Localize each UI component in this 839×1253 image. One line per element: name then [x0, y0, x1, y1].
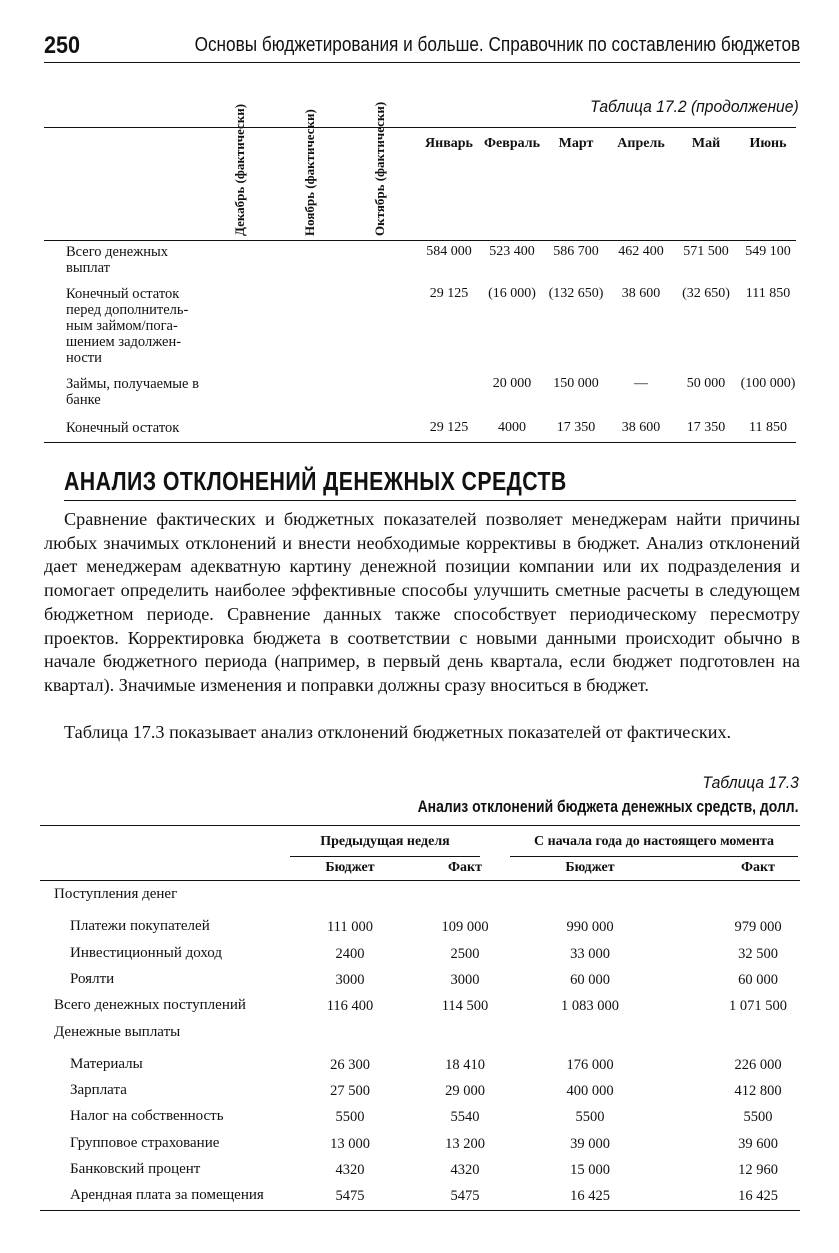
column-header-4: Факт	[741, 860, 775, 875]
page-number: 250	[44, 32, 81, 59]
group-header-rule	[510, 856, 798, 857]
running-header	[44, 28, 800, 63]
row-label: Арендная плата за помещения	[70, 1187, 264, 1204]
table-cell: 15 000	[570, 1162, 610, 1178]
table-17-2-caption: Таблица 17.2 (продолжение)	[590, 97, 799, 116]
table-cell: 226 000	[734, 1056, 782, 1073]
group-header-2: С начала года до настоящего момента	[533, 834, 775, 849]
table-cell: 18 410	[445, 1056, 485, 1073]
table-cell: 39 600	[738, 1135, 778, 1152]
table-cell: 571 500	[683, 244, 729, 259]
table-cell: (16 000)	[488, 286, 536, 301]
group-header-rule	[290, 856, 480, 857]
table-cell: 13 000	[330, 1135, 370, 1152]
table-17-3-title: Анализ отклонений бюджета денежных средств, долл.	[418, 797, 799, 816]
table-cell: 990 000	[566, 919, 614, 936]
rotated-column-header	[232, 103, 262, 236]
rotated-header-label: Октябрь (фактически)	[372, 101, 387, 236]
table-cell: 176 000	[566, 1056, 614, 1073]
table-cell: 114 500	[441, 998, 489, 1015]
table-cell: (100 000)	[740, 376, 796, 391]
column-header-3: Март	[558, 136, 594, 151]
group-header-1: Предыдущая неделя	[320, 834, 450, 849]
table-cell: 29 125	[429, 286, 469, 301]
rotated-column-header	[372, 101, 402, 236]
table-cell: 60 000	[570, 971, 610, 988]
table-cell: 1 083 000	[561, 998, 619, 1015]
table-cell: 11 850	[749, 420, 787, 435]
table-cell: 116 400	[326, 998, 374, 1015]
row-label: Инвестиционный доход	[70, 944, 222, 961]
table-cell: 29 000	[445, 1083, 485, 1100]
table-cell: 50 000	[686, 376, 726, 391]
row-label: Зарплата	[70, 1082, 127, 1099]
table-cell: 400 000	[566, 1083, 614, 1100]
table-cell: 33 000	[570, 945, 610, 962]
table-cell: 38 600	[621, 286, 661, 301]
table-cell: 462 400	[618, 244, 664, 259]
table-bottom-rule	[44, 442, 796, 443]
row-label: Всего денежных выплат	[66, 244, 168, 276]
column-header-1: Бюджет	[325, 860, 375, 875]
row-label: Материалы	[70, 1055, 143, 1072]
table-cell: 111 000	[326, 919, 374, 936]
row-label: Платежи покупателей	[70, 918, 210, 935]
column-header-5: Май	[691, 136, 721, 151]
table-cell: (32 650)	[682, 286, 730, 301]
table-cell: —	[634, 376, 648, 391]
column-header-2: Февраль	[484, 136, 540, 151]
table-cell: 17 350	[686, 420, 726, 435]
rotated-header-label: Ноябрь (фактически)	[302, 109, 317, 236]
row-label: Банковский процент	[70, 1161, 201, 1177]
table-cell: 16 425	[570, 1188, 610, 1205]
table-cell: 412 800	[734, 1083, 782, 1100]
row-label: Поступления денег	[54, 886, 178, 902]
table-cell: 12 960	[738, 1162, 778, 1178]
row-label: Налог на собственность	[70, 1108, 224, 1125]
table-cell: 3000	[450, 971, 480, 988]
row-label: Денежные выплаты	[54, 1023, 181, 1040]
table-cell: 3000	[335, 971, 365, 988]
table-cell: 1 071 500	[729, 998, 787, 1015]
table-cell: 39 000	[570, 1135, 610, 1152]
table-cell: 150 000	[553, 376, 599, 391]
table-17-3-caption: Таблица 17.3	[702, 773, 799, 792]
table-cell: 523 400	[489, 244, 535, 259]
row-label: Займы, получаемые в банке	[66, 376, 199, 408]
row-label: Групповое страхование	[70, 1134, 220, 1151]
row-label: Конечный остаток	[66, 420, 180, 436]
table-cell: 26 300	[330, 1056, 370, 1073]
table-header-rule	[40, 880, 800, 881]
table-cell: 32 500	[738, 945, 778, 962]
table-cell: 5500	[743, 1109, 773, 1126]
rotated-column-header	[302, 109, 332, 236]
table-cell: 29 125	[429, 420, 469, 435]
column-header-4: Апрель	[617, 136, 665, 151]
table-cell: 109 000	[441, 919, 489, 936]
row-label: Всего денежных поступлений	[54, 997, 246, 1014]
table-cell: 13 200	[445, 1135, 485, 1152]
table-cell: 4000	[498, 420, 526, 435]
table-cell: 5475	[450, 1188, 480, 1205]
table-cell: 38 600	[621, 420, 661, 435]
table-cell: 60 000	[738, 971, 778, 988]
table-17-3	[40, 825, 800, 1211]
table-cell: 2400	[335, 945, 365, 962]
section-heading	[64, 466, 796, 501]
table-cell: 586 700	[553, 244, 599, 259]
table-cell: 16 425	[738, 1188, 778, 1205]
table-cell: 5500	[335, 1109, 365, 1126]
column-header-6: Июнь	[749, 136, 787, 151]
table-cell: (132 650)	[548, 286, 604, 301]
table-cell: 584 000	[426, 244, 472, 259]
table-cell: 4320	[335, 1162, 365, 1178]
table-cell: 4320	[450, 1162, 480, 1178]
column-header-1: Январь	[425, 136, 473, 151]
table-cell: 979 000	[734, 919, 782, 936]
section-title: АНАЛИЗ ОТКЛОНЕНИЙ ДЕНЕЖНЫХ СРЕДСТВ	[64, 466, 567, 496]
table-cell: 17 350	[556, 420, 596, 435]
table-header-rule	[44, 240, 796, 241]
table-cell: 5475	[335, 1188, 365, 1205]
row-label: Роялти	[70, 970, 115, 987]
body-paragraph: Таблица 17.3 показывает анализ отклонений бюджетных показателей от фактических.	[64, 722, 732, 742]
table-cell: 20 000	[492, 376, 532, 391]
rotated-header-label: Декабрь (фактически)	[232, 103, 247, 236]
running-title: Основы бюджетирования и больше. Справочник по составлению бюджетов	[194, 34, 800, 56]
body-paragraph: Сравнение фактических и бюджетных показателей позволяет менеджерам найти причины любых значимых отклонений и внести необходимые коррективы в бюджет. Анализ отклонений дает менеджерам адекватную картину денежной позиции компании или их подразделения и помогает определить наиболее эффективные способы улучшить сметные расчеты в следующем бюджетном периоде. Сравнение данных также способствует периодическому пересмотру проектов. Корректировка бюджета в соответствии с новыми данными происходит обычно в начале бюджетного периода (например, в первый день квартала, если бюджет подготовлен на квартал). Значимые изменения и поправки должны сразу вноситься в бюджет.	[44, 509, 800, 695]
column-header-2: Факт	[448, 860, 482, 875]
table-cell: 111 850	[745, 286, 791, 301]
table-cell: 5500	[575, 1109, 605, 1126]
row-label: Конечный остаток перед дополнитель-ным займом/пога-шением задолжен-ности	[66, 286, 189, 366]
column-header-3: Бюджет	[565, 860, 615, 875]
table-cell: 549 100	[745, 244, 791, 259]
table-cell: 5540	[450, 1109, 480, 1126]
table-cell: 2500	[450, 945, 480, 962]
table-cell: 27 500	[330, 1083, 370, 1100]
